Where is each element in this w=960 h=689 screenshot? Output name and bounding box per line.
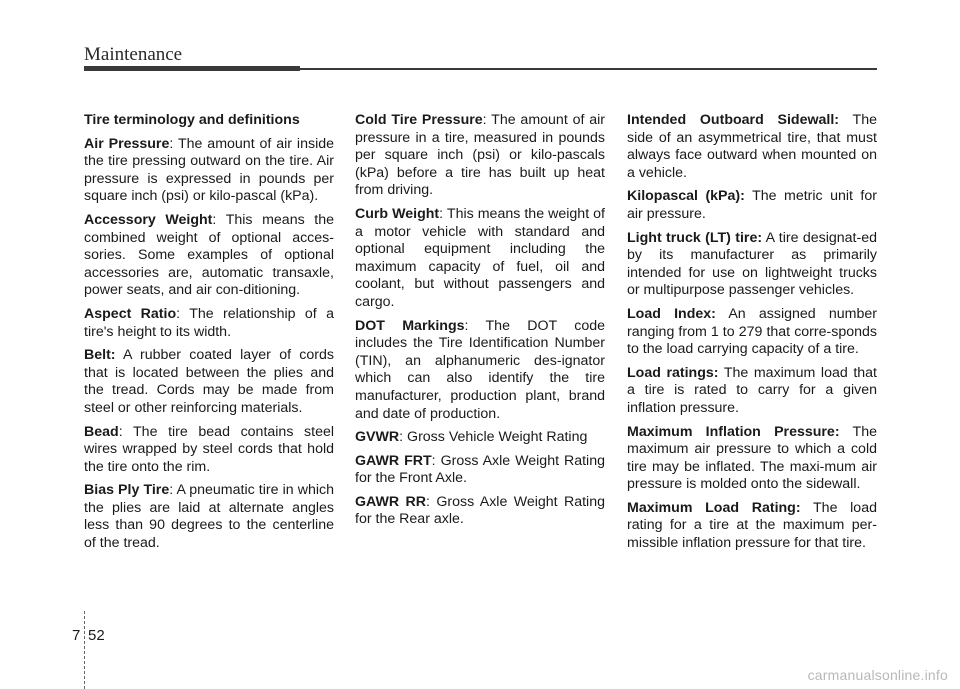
definition: The maximum air pressure to which a cold tire may be inflated. The maxi-mum air pressure is molded onto the sidewall. xyxy=(627,423,877,493)
term: Aspect Ratio xyxy=(84,305,177,322)
term-separator: : xyxy=(431,452,436,469)
definition-entry xyxy=(84,424,334,477)
definition: This means the combined weight of optional acces-sories. Some examples of optional accessories are, automatic transaxle, power seats, and air con-ditioning. xyxy=(84,211,334,299)
term-separator: : xyxy=(176,305,181,322)
definition: The metric unit for air pressure. xyxy=(627,188,877,222)
definition: Gross Axle Weight Rating for the Rear axle. xyxy=(355,493,605,528)
term: Load ratings: xyxy=(627,364,719,381)
definition-entry xyxy=(84,212,334,300)
term: Light truck (LT) tire: xyxy=(627,229,763,246)
term: Air Pressure xyxy=(84,135,170,152)
definition-entry xyxy=(84,482,334,552)
footer-divider xyxy=(84,611,85,689)
column-2 xyxy=(355,112,605,535)
watermark: carmanualsonline.info xyxy=(807,667,948,683)
term: Curb Weight xyxy=(355,205,440,222)
section-title: Maintenance xyxy=(84,44,183,65)
term-separator: : xyxy=(426,493,430,510)
term-separator: : xyxy=(169,135,174,152)
definition-entry xyxy=(627,230,877,300)
term-separator: : xyxy=(399,429,404,446)
definition: The tire bead contains steel wires wrapped by steel cords that hold the tire onto the rim. xyxy=(84,423,334,475)
term-separator: : xyxy=(464,317,469,334)
term: Kilopascal (kPa): xyxy=(627,188,745,205)
definition: The amount of air pressure in a tire, measured in pounds per square inch (psi) or kilo-pascals (kPa) before a tire has built up heat from driving. xyxy=(355,112,605,199)
term-separator: : xyxy=(439,205,444,222)
term: GVWR xyxy=(355,429,400,446)
definition: The side of an asymmetrical tire, that must always face outward when mounted on a vehicle. xyxy=(627,112,877,181)
definition: The amount of air inside the tire pressing outward on the tire. Air pressure is expressed in pounds per square inch (psi) or kilo-pascal (kPa). xyxy=(84,135,335,205)
definition-entry xyxy=(84,136,334,206)
column-1 xyxy=(84,112,334,559)
definition-entry xyxy=(355,494,605,529)
term: GAWR FRT xyxy=(355,452,432,469)
term: Cold Tire Pressure xyxy=(355,112,483,128)
term: Intended Outboard Sidewall: xyxy=(627,112,840,128)
definition-entry xyxy=(355,453,605,488)
definition: The load rating for a tire at the maximum per-missible inflation pressure for that tire. xyxy=(627,499,877,552)
definition: A pneumatic tire in which the plies are laid at alternate angles less than 90 degrees to the centerline of the tread. xyxy=(84,482,334,552)
definition: The maximum load that a tire is rated to carry for a given inflation pressure. xyxy=(627,364,877,416)
term-separator: : xyxy=(212,211,217,228)
term: Belt: xyxy=(84,347,116,364)
term: Load Index: xyxy=(627,305,716,322)
term-separator: : xyxy=(169,482,174,499)
definition-entry xyxy=(627,424,877,494)
definition-entry xyxy=(627,112,877,182)
term: Maximum Inflation Pressure: xyxy=(627,423,840,440)
definition: The DOT code includes the Tire Identification Number (TIN), an alphanumeric des-ignator which can also identify the tire manufacturer, production plant, brand and date of production. xyxy=(355,317,605,422)
chapter-number: 7 xyxy=(72,627,81,644)
definition: Gross Vehicle Weight Rating xyxy=(403,429,588,446)
definition: The relationship of a tire's height to its width. xyxy=(84,305,334,340)
term: Accessory Weight xyxy=(84,211,213,228)
definition-entry xyxy=(627,500,877,553)
definition-entry xyxy=(627,188,877,223)
term: DOT Markings xyxy=(355,317,465,334)
definition-entry xyxy=(627,306,877,359)
column-3 xyxy=(627,112,877,559)
term: Bead xyxy=(84,423,119,440)
definition-entry xyxy=(355,429,605,447)
term: Maximum Load Rating: xyxy=(627,499,801,516)
term: GAWR RR xyxy=(355,493,426,510)
term: Bias Ply Tire xyxy=(84,482,170,499)
page-number: 52 xyxy=(88,627,105,644)
definition-entry xyxy=(355,318,605,424)
term-separator: : xyxy=(118,423,123,440)
definition-entry xyxy=(84,306,334,341)
definition-entry xyxy=(355,112,605,200)
definition-entry xyxy=(84,347,334,417)
definition: An assigned number ranging from 1 to 279 that corre-sponds to the load carrying capacity of a tire. xyxy=(627,305,877,358)
definition: Gross Axle Weight Rating for the Front Axle. xyxy=(355,452,605,487)
header-rule-thick xyxy=(84,66,300,71)
definition-entry xyxy=(627,365,877,418)
section-heading: Tire terminology and definitions xyxy=(84,112,300,128)
header-rule-thin xyxy=(300,68,877,70)
term-separator: : xyxy=(482,112,487,128)
definition: This means the weight of a motor vehicle with standard and optional equipment including the maximum capacity of fuel, oil and coolant, but without passengers and cargo. xyxy=(355,205,605,310)
definition-entry xyxy=(355,206,605,312)
definition: A rubber coated layer of cords that is located between the plies and the tread. Cords may be made from steel or other reinforcing materials. xyxy=(84,347,334,416)
definition: A tire designat-ed by its manufacturer as primarily intended for use on lightweight trucks or multipurpose passenger vehicles. xyxy=(627,229,878,299)
